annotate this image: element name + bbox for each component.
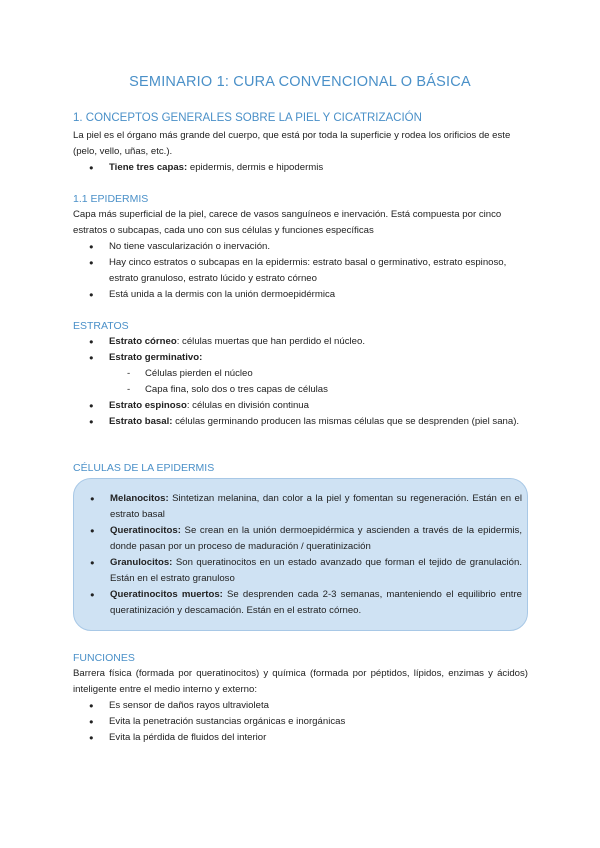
bullet-bold-label: Estrato germinativo: xyxy=(109,352,203,363)
section-heading-celulas: CÉLULAS DE LA EPIDERMIS xyxy=(73,462,215,474)
bullet-text: Se crean en la unión dermoepidérmica y ascienden a través de la epidermis, donde pasan por un proceso de maduración / queratinización xyxy=(110,525,522,552)
section-paragraph-piel: La piel es el órgano más grande del cuerpo, que está por toda la superficie y rodea los orificios de este (pelo, vello, uñas, etc.). xyxy=(73,130,511,157)
list-item xyxy=(73,160,528,176)
list-item xyxy=(74,587,522,619)
section-heading-epidermis: 1.1 EPIDERMIS xyxy=(73,193,149,205)
list-item xyxy=(73,350,528,366)
list-item: ● Es sensor de daños rayos ultravioleta xyxy=(73,698,528,714)
bullet-bold-label: Estrato espinoso xyxy=(109,400,187,411)
list-item: - Células pierden el núcleo xyxy=(127,366,328,382)
list-item: ● Está unida a la dermis con la unión dermoepidérmica xyxy=(73,287,528,303)
bullet-bold-label: Queratinocitos: xyxy=(110,525,181,536)
list-item: ● Evita la pérdida de fluidos del interior xyxy=(73,730,528,746)
bullet-list-funciones xyxy=(73,698,528,746)
bullet-text: células germinando producen las mismas células que se desprenden (piel sana). xyxy=(172,416,520,427)
bullet-list-epidermis xyxy=(73,239,528,303)
bullet-bold-label: Estrato córneo xyxy=(109,336,177,347)
list-item xyxy=(73,398,528,414)
list-item xyxy=(74,523,522,555)
list-item xyxy=(74,491,522,523)
bullet-bold-label: Granulocitos: xyxy=(110,557,173,568)
page-title: SEMINARIO 1: CURA CONVENCIONAL O BÁSICA xyxy=(129,74,471,90)
bullet-text: Se desprenden cada 2-3 semanas, manteniendo el equilibrio entre queratinización y descamación. Están en el estrato córneo. xyxy=(110,589,522,616)
sub-list-germinativo xyxy=(127,366,328,398)
bullet-text: epidermis, dermis e hipodermis xyxy=(187,162,324,173)
bullet-list-capas xyxy=(73,160,528,176)
bullet-text: : células en división continua xyxy=(186,400,309,411)
callout-box-celulas xyxy=(73,478,528,631)
bullet-text: : células muertas que han perdido el núcleo. xyxy=(176,336,365,347)
list-item: - Capa fina, solo dos o tres capas de células xyxy=(127,382,328,398)
bullet-bold-label: Estrato basal: xyxy=(109,416,173,427)
bullet-bold-label: Melanocitos: xyxy=(110,493,169,504)
section-heading-conceptos: 1. CONCEPTOS GENERALES SOBRE LA PIEL Y CICATRIZACIÓN xyxy=(73,112,422,124)
bullet-list-estratos-2 xyxy=(73,398,528,430)
list-item: ● Hay cinco estratos o subcapas en la epidermis: estrato basal o germinativo, estrato espinoso, estrato granuloso, estrato lúcido y estrato córneo xyxy=(73,255,528,287)
list-item: ● Evita la penetración sustancias orgánicas e inorgánicas xyxy=(73,714,528,730)
list-item xyxy=(73,414,528,430)
bullet-text: Son queratinocitos en un estado avanzado que forman el tejido de granulación. Están en el estrato granuloso xyxy=(110,557,522,584)
section-heading-estratos: ESTRATOS xyxy=(73,320,129,332)
bullet-text: Sintetizan melanina, dan color a la piel y fomentan su regeneración. Están en el estrato basal xyxy=(110,493,522,520)
list-item: ● No tiene vascularización o inervación. xyxy=(73,239,528,255)
bullet-list-estratos-1 xyxy=(73,334,528,366)
section-paragraph-epidermis: Capa más superficial de la piel, carece de vasos sanguíneos e inervación. Está compuesta por cinco estratos o subcapas, cada uno con sus células y funciones específicas xyxy=(73,209,502,236)
section-paragraph-funciones: Barrera física (formada por queratinocitos) y química (formada por péptidos, lípidos, enzimas y ácidos) inteligente entre el medio interno y externo: xyxy=(73,668,528,695)
list-item xyxy=(74,555,522,587)
section-heading-funciones: FUNCIONES xyxy=(73,652,135,664)
list-item xyxy=(73,334,528,350)
bullet-bold-label: Tiene tres capas: xyxy=(109,162,188,173)
bullet-list-celulas xyxy=(74,491,522,619)
bullet-bold-label: Queratinocitos muertos: xyxy=(110,589,223,600)
